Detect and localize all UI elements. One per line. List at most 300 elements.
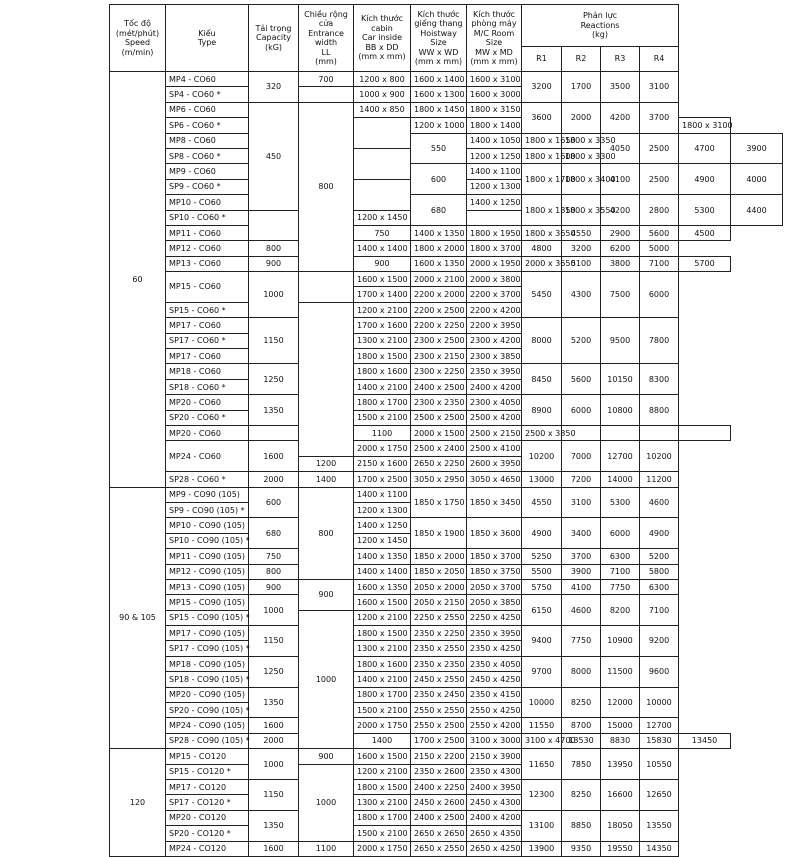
car-inside-cell: 1300 x 2100 — [354, 795, 411, 810]
machine-room-cell: 2650 x 4250 — [467, 841, 522, 856]
car-inside-cell: 1200 x 1300 — [354, 502, 411, 517]
car-inside-cell: 1200 x 1450 — [354, 533, 411, 548]
table-row — [110, 518, 783, 533]
type-cell: MP11 - CO60 — [166, 225, 249, 240]
table-row — [110, 164, 783, 179]
reaction-r1-cell: 4200 — [601, 195, 640, 226]
reaction-r3-cell: 4700 — [679, 133, 731, 164]
reaction-r3-cell: 10150 — [601, 364, 640, 395]
speed-cell: 60 — [110, 72, 166, 488]
type-cell: MP12 - CO90 (105) — [166, 564, 249, 579]
hoistway-cell: 1600 x 1300 — [411, 87, 467, 102]
table-row — [110, 549, 783, 564]
capacity-cell: 1350 — [249, 687, 299, 718]
hoistway-cell: 2400 x 2250 — [411, 779, 467, 794]
reaction-r1-cell: 6150 — [522, 595, 562, 626]
header-line: phòng máy — [471, 19, 517, 28]
type-cell: MP15 - CO120 — [166, 749, 249, 764]
reaction-r4-cell: 5000 — [640, 241, 679, 256]
entrance-width-cell: 1100 — [299, 841, 354, 856]
header-line: (mm) — [315, 57, 337, 66]
reaction-r2-cell: 4600 — [562, 595, 601, 626]
machine-room-cell: 1600 x 3000 — [467, 87, 522, 102]
type-cell: MP18 - CO90 (105) — [166, 656, 249, 671]
reaction-r3-cell: 13950 — [601, 749, 640, 780]
type-cell: MP17 - CO60 — [166, 349, 249, 364]
reaction-r4-cell: 3100 — [640, 72, 679, 103]
reaction-r3-cell: 12700 — [601, 441, 640, 472]
type-cell: MP4 - CO60 — [166, 72, 249, 87]
type-cell: SP15 - CO90 (105) * — [166, 610, 249, 625]
entrance-width-cell — [299, 87, 354, 102]
reaction-r1-cell: 8900 — [522, 395, 562, 426]
machine-room-cell: 1600 x 3100 — [467, 72, 522, 87]
reaction-r2-cell: 3400 — [562, 518, 601, 549]
hoistway-cell: 1800 x 1700 — [522, 164, 562, 195]
reaction-r3-cell: 7100 — [601, 564, 640, 579]
entrance-width-cell: 1400 — [354, 733, 411, 748]
reaction-r2-cell: 4300 — [562, 272, 601, 318]
entrance-width-cell: 900 — [354, 256, 411, 271]
type-cell: SP17 - CO90 (105) * — [166, 641, 249, 656]
reaction-r2-cell: 7750 — [562, 626, 601, 657]
table-row — [110, 195, 783, 210]
capacity-cell: 750 — [249, 549, 299, 564]
machine-room-cell: 2350 x 4250 — [467, 641, 522, 656]
reaction-r1-cell: 9700 — [522, 656, 562, 687]
hoistway-cell: 2200 x 2000 — [411, 287, 467, 302]
hoistway-cell: 1800 x 1650 — [522, 133, 562, 148]
car-inside-cell: 2000 x 1750 — [354, 718, 411, 733]
hoistway-cell: 2000 x 1950 — [467, 256, 522, 271]
table-row — [110, 118, 783, 133]
entrance-width-cell: 900 — [299, 749, 354, 764]
table-row — [110, 810, 783, 825]
type-cell: MP20 - CO90 (105) — [166, 687, 249, 702]
hoistway-cell: 2450 x 2600 — [411, 795, 467, 810]
header-line: Entrance — [308, 28, 344, 38]
type-cell: MP18 - CO60 — [166, 364, 249, 379]
reaction-r4-cell: 3900 — [731, 133, 783, 164]
reaction-r1-cell: 5250 — [522, 549, 562, 564]
type-cell: SP20 - CO120 * — [166, 826, 249, 841]
header-line: Tải trọng — [255, 23, 292, 33]
hoistway-cell: 2200 x 2500 — [411, 302, 467, 317]
reaction-r3-cell: 7500 — [601, 272, 640, 318]
reaction-r2-cell: 5200 — [562, 318, 601, 364]
header-reactions — [522, 5, 679, 47]
header-line: Type — [197, 38, 217, 47]
elevator-spec-table — [109, 4, 783, 857]
capacity-cell: 2000 — [249, 733, 299, 748]
car-inside-cell: 1400 x 1100 — [467, 164, 522, 179]
car-inside-cell: 1800 x 1500 — [354, 779, 411, 794]
header-line: Reactions — [580, 20, 620, 30]
reaction-r4-cell: 9200 — [640, 626, 679, 657]
car-inside-cell: 1200 x 2100 — [354, 610, 411, 625]
table-row — [110, 826, 783, 841]
header-line: (m/min) — [121, 47, 154, 57]
type-cell: MP13 - CO60 — [166, 256, 249, 271]
type-cell: MP20 - CO60 — [166, 395, 249, 410]
reaction-r3-cell: 4200 — [601, 102, 640, 133]
machine-room-cell: 1850 x 3600 — [467, 518, 522, 549]
type-cell: SP10 - CO60 * — [166, 210, 249, 225]
machine-room-cell: 2500 x 4200 — [467, 410, 522, 425]
type-cell: MP24 - CO120 — [166, 841, 249, 856]
reaction-r2-cell: 8830 — [601, 733, 640, 748]
table-row — [110, 641, 783, 656]
entrance-width-cell: 1400 — [299, 472, 354, 487]
reaction-r2-cell: 2000 — [562, 102, 601, 133]
reaction-r4-cell: 10550 — [640, 749, 679, 780]
speed-cell: 120 — [110, 749, 166, 857]
type-cell: SP18 - CO90 (105) * — [166, 672, 249, 687]
capacity-cell: 1350 — [249, 810, 299, 841]
table-row — [110, 487, 783, 502]
header-line: Kích thước — [472, 9, 516, 19]
machine-room-cell: 2200 x 4200 — [467, 302, 522, 317]
reaction-r3-cell — [640, 425, 679, 440]
header-line: Tốc độ — [124, 19, 151, 28]
reaction-r3-cell: 14000 — [601, 472, 640, 487]
type-cell: SP17 - CO120 * — [166, 795, 249, 810]
table-row — [110, 256, 783, 271]
car-inside-cell: 1500 x 2100 — [354, 826, 411, 841]
capacity-cell: 320 — [249, 72, 299, 103]
reaction-r1-cell: 9400 — [522, 626, 562, 657]
hoistway-cell: 1800 x 1450 — [411, 102, 467, 117]
header-line: M/C Room — [473, 28, 515, 38]
entrance-width-cell: 1000 — [299, 610, 354, 749]
reaction-r3-cell: 10800 — [601, 395, 640, 426]
reaction-r3-cell: 5300 — [601, 487, 640, 518]
reaction-r1-cell: 11550 — [522, 718, 562, 733]
car-inside-cell: 1600 x 1350 — [411, 256, 467, 271]
machine-room-cell: 2050 x 3700 — [467, 579, 522, 594]
machine-room-cell: 2350 x 4300 — [467, 764, 522, 779]
reaction-r1-cell: 4100 — [601, 164, 640, 195]
car-inside-cell: 1400 x 1350 — [411, 225, 467, 240]
type-cell: MP24 - CO90 (105) — [166, 718, 249, 733]
header-line: (kG) — [264, 42, 283, 52]
capacity-cell — [354, 179, 411, 210]
header-line: cửa — [318, 19, 334, 28]
reaction-r1-cell: 12300 — [522, 779, 562, 810]
machine-room-cell: 1800 x 3700 — [467, 241, 522, 256]
reaction-r3-cell: 10900 — [601, 626, 640, 657]
machine-room-cell: 2500 x 4100 — [467, 441, 522, 456]
hoistway-cell: 2500 x 2500 — [411, 410, 467, 425]
hoistway-cell: 2350 x 2250 — [411, 626, 467, 641]
type-cell: SP10 - CO90 (105) * — [166, 533, 249, 548]
reaction-r1-cell: 4550 — [562, 225, 601, 240]
header-line: Kích thước — [360, 14, 404, 24]
hoistway-cell: 2050 x 2150 — [411, 595, 467, 610]
hoistway-cell: 3050 x 2950 — [411, 472, 467, 487]
capacity-cell: 2000 — [249, 472, 299, 487]
car-inside-cell: 1000 x 900 — [354, 87, 411, 102]
reaction-r4-cell: 4000 — [731, 164, 783, 195]
capacity-cell: 450 — [249, 102, 299, 210]
machine-room-cell: 2400 x 4200 — [467, 810, 522, 825]
capacity-cell: 1150 — [249, 779, 299, 810]
reaction-r3-cell: 12000 — [601, 687, 640, 718]
car-inside-cell: 1400 x 1250 — [354, 518, 411, 533]
reaction-r4-cell: 4400 — [731, 195, 783, 226]
type-cell: MP17 - CO60 — [166, 318, 249, 333]
hoistway-cell: 1800 x 1850 — [522, 195, 562, 226]
type-cell: SP9 - CO60 * — [166, 179, 249, 194]
capacity-cell — [249, 210, 299, 241]
machine-room-cell: 2300 x 3850 — [467, 349, 522, 364]
car-inside-cell: 1400 x 2100 — [354, 379, 411, 394]
capacity-cell: 1250 — [249, 364, 299, 395]
type-cell: SP18 - CO60 * — [166, 379, 249, 394]
header-line: cabin — [371, 23, 393, 33]
reaction-r3-cell: 6300 — [601, 549, 640, 564]
header-line: Chiều rộng — [304, 9, 348, 19]
reaction-r2-cell: 6000 — [562, 395, 601, 426]
header-r1: R1 — [522, 47, 562, 72]
capacity-cell: 1600 — [249, 841, 299, 856]
table-row — [110, 472, 783, 487]
machine-room-cell: 2550 x 4200 — [467, 718, 522, 733]
hoistway-cell: 2250 x 2550 — [411, 610, 467, 625]
reaction-r3-cell: 4900 — [679, 164, 731, 195]
reaction-r3-cell: 15000 — [601, 718, 640, 733]
machine-room-cell: 2000 x 3650 — [522, 256, 562, 271]
header-hoistway-size — [411, 5, 467, 72]
table-row — [110, 564, 783, 579]
machine-room-cell: 1850 x 3750 — [467, 564, 522, 579]
reaction-r1-cell: 13000 — [522, 472, 562, 487]
header-line: width — [314, 38, 338, 47]
reaction-r4-cell: 6000 — [640, 272, 679, 318]
reaction-r4-cell: 7800 — [640, 318, 679, 364]
entrance-width-cell: 800 — [299, 487, 354, 579]
hoistway-cell: 1800 x 1950 — [467, 225, 522, 240]
header-line: (mm x mm) — [414, 57, 463, 66]
table-row — [110, 703, 783, 718]
reaction-r1-cell: 4550 — [522, 487, 562, 518]
reaction-r4-cell: 4600 — [640, 487, 679, 518]
machine-room-cell: 2200 x 3700 — [467, 287, 522, 302]
hoistway-cell: 1600 x 1400 — [411, 72, 467, 87]
hoistway-cell: 2350 x 2600 — [411, 764, 467, 779]
reaction-r2-cell: 3200 — [562, 241, 601, 256]
car-inside-cell: 1300 x 2100 — [354, 333, 411, 348]
hoistway-cell: 1850 x 1900 — [411, 518, 467, 549]
reaction-r3-cell: 16600 — [601, 779, 640, 810]
reaction-r2-cell: 3700 — [562, 549, 601, 564]
reaction-r1-cell: 13530 — [562, 733, 601, 748]
type-cell: MP6 - CO60 — [166, 102, 249, 117]
car-inside-cell: 1700 x 1600 — [354, 318, 411, 333]
type-cell: SP15 - CO120 * — [166, 764, 249, 779]
type-cell: SP6 - CO60 * — [166, 118, 249, 133]
type-cell: SP17 - CO60 * — [166, 333, 249, 348]
car-inside-cell: 1800 x 1600 — [354, 364, 411, 379]
reaction-r2-cell: 9350 — [562, 841, 601, 856]
hoistway-cell: 2350 x 2550 — [411, 641, 467, 656]
header-line: (mm x mm) — [358, 52, 406, 62]
table-row — [110, 656, 783, 671]
hoistway-cell: 1800 x 1600 — [522, 148, 562, 163]
machine-room-cell: 2350 x 3950 — [467, 626, 522, 641]
machine-room-cell: 2350 x 3950 — [467, 364, 522, 379]
reaction-r4-cell: 5800 — [640, 564, 679, 579]
type-cell: MP8 - CO60 — [166, 133, 249, 148]
table-row — [110, 72, 783, 87]
machine-room-cell: 1800 x 3400 — [562, 164, 601, 195]
type-cell: MP12 - CO60 — [166, 241, 249, 256]
machine-room-cell: 1800 x 3650 — [522, 225, 562, 240]
table-row — [110, 779, 783, 794]
reaction-r3-cell: 9500 — [601, 318, 640, 364]
table-row — [110, 733, 783, 748]
table-row — [110, 672, 783, 687]
car-inside-cell: 2150 x 1600 — [354, 456, 411, 471]
reaction-r2-cell: 2900 — [601, 225, 640, 240]
reaction-r4-cell: 13550 — [640, 810, 679, 841]
car-inside-cell: 1400 x 1050 — [467, 133, 522, 148]
type-cell: MP20 - CO120 — [166, 810, 249, 825]
header-machine-room-size — [467, 5, 522, 72]
reaction-r2-cell: 2500 — [640, 164, 679, 195]
type-cell: SP28 - CO90 (105) * — [166, 733, 249, 748]
header-line: Hoistway Size — [420, 28, 457, 47]
capacity-cell: 600 — [249, 487, 299, 518]
table-row — [110, 302, 783, 317]
reaction-r4-cell: 10200 — [640, 441, 679, 472]
hoistway-cell: 2500 x 2150 — [467, 425, 522, 440]
reaction-r3-cell: 6000 — [601, 518, 640, 549]
reaction-r1-cell: 5450 — [522, 272, 562, 318]
table-row — [110, 687, 783, 702]
hoistway-cell: 2450 x 2550 — [411, 672, 467, 687]
reaction-r3-cell: 19550 — [601, 841, 640, 856]
capacity-cell: 680 — [411, 195, 467, 226]
reaction-r2-cell: 3900 — [562, 564, 601, 579]
capacity-cell: 1000 — [249, 272, 299, 318]
hoistway-cell: 2300 x 2500 — [411, 333, 467, 348]
car-inside-cell: 1600 x 1500 — [354, 595, 411, 610]
machine-room-cell: 2450 x 4300 — [467, 795, 522, 810]
reaction-r3-cell: 15830 — [640, 733, 679, 748]
machine-room-cell: 1800 x 3300 — [562, 148, 601, 163]
machine-room-cell: 2650 x 4350 — [467, 826, 522, 841]
hoistway-cell: 1850 x 2000 — [411, 549, 467, 564]
car-inside-cell: 1800 x 1600 — [354, 656, 411, 671]
car-inside-cell: 1700 x 2500 — [354, 472, 411, 487]
car-inside-cell: 1200 x 1250 — [467, 148, 522, 163]
hoistway-cell: 2350 x 2450 — [411, 687, 467, 702]
machine-room-cell: 2150 x 3900 — [467, 749, 522, 764]
reaction-r2-cell: 3800 — [601, 256, 640, 271]
car-inside-cell: 1800 x 1700 — [354, 687, 411, 702]
hoistway-cell: 2650 x 2250 — [411, 456, 467, 471]
reaction-r3-cell: 7750 — [601, 579, 640, 594]
reaction-r4-cell — [679, 425, 731, 440]
reaction-r4-cell: 8800 — [640, 395, 679, 426]
table-row — [110, 102, 783, 117]
type-cell: SP9 - CO90 (105) * — [166, 502, 249, 517]
table-row — [110, 749, 783, 764]
reaction-r2-cell: 8250 — [562, 687, 601, 718]
reaction-r1-cell: 4800 — [522, 241, 562, 256]
reaction-r1-cell: 3200 — [522, 72, 562, 103]
reaction-r4-cell: 10000 — [640, 687, 679, 718]
machine-room-cell: 2050 x 3850 — [467, 595, 522, 610]
header-capacity — [249, 5, 299, 72]
machine-room-cell: 2300 x 4200 — [467, 333, 522, 348]
reaction-r4-cell: 8300 — [640, 364, 679, 395]
table-row — [110, 133, 783, 148]
machine-room-cell: 2450 x 4250 — [467, 672, 522, 687]
machine-room-cell: 2350 x 4150 — [467, 687, 522, 702]
car-inside-cell: 1800 x 1500 — [354, 349, 411, 364]
machine-room-cell: 2550 x 4250 — [467, 703, 522, 718]
entrance-width-cell: 800 — [299, 102, 354, 271]
car-inside-cell: 1400 x 1250 — [467, 195, 522, 210]
capacity-cell — [354, 148, 411, 179]
table-row — [110, 349, 783, 364]
car-inside-cell: 1700 x 2500 — [411, 733, 467, 748]
type-cell: MP20 - CO60 — [166, 425, 249, 440]
car-inside-cell: 1200 x 1300 — [467, 179, 522, 194]
type-cell: MP9 - CO60 — [166, 164, 249, 179]
capacity-cell: 550 — [411, 133, 467, 164]
reaction-r1-cell: 5100 — [562, 256, 601, 271]
reaction-r3-cell: 6200 — [601, 241, 640, 256]
header-r2: R2 — [562, 47, 601, 72]
table-row — [110, 610, 783, 625]
machine-room-cell: 1800 x 3150 — [467, 102, 522, 117]
reaction-r2-cell: 2800 — [640, 195, 679, 226]
car-inside-cell: 2000 x 1750 — [354, 441, 411, 456]
header-entrance-width — [299, 5, 354, 72]
capacity-cell: 900 — [249, 256, 299, 271]
reaction-r3-cell: 8200 — [601, 595, 640, 626]
reaction-r4-cell: 4900 — [640, 518, 679, 549]
entrance-width-cell: 1200 — [299, 456, 354, 471]
car-inside-cell: 1200 x 2100 — [354, 764, 411, 779]
car-inside-cell: 1600 x 1350 — [354, 579, 411, 594]
type-cell: MP10 - CO60 — [166, 195, 249, 210]
machine-room-cell: 3050 x 4650 — [467, 472, 522, 487]
car-inside-cell: 1600 x 1500 — [354, 749, 411, 764]
table-row — [110, 579, 783, 594]
hoistway-cell: 3100 x 3000 — [467, 733, 522, 748]
reaction-r3-cell: 5600 — [640, 225, 679, 240]
car-inside-cell: 1500 x 2100 — [354, 410, 411, 425]
machine-room-cell: 2500 x 3850 — [522, 425, 562, 440]
reaction-r2-cell — [601, 425, 640, 440]
reaction-r2-cell: 8250 — [562, 779, 601, 810]
reaction-r2-cell: 7850 — [562, 749, 601, 780]
machine-room-cell: 3100 x 4700 — [522, 733, 562, 748]
capacity-cell: 900 — [249, 579, 299, 594]
type-cell: SP8 - CO60 * — [166, 148, 249, 163]
car-inside-cell: 2000 x 1500 — [411, 425, 467, 440]
header-line: Car inside — [361, 33, 402, 43]
header-line: LL — [321, 47, 331, 57]
type-cell: MP17 - CO120 — [166, 779, 249, 794]
machine-room-cell: 2000 x 3800 — [467, 272, 522, 287]
car-inside-cell: 1400 x 1350 — [354, 549, 411, 564]
car-inside-cell: 1800 x 1700 — [354, 810, 411, 825]
